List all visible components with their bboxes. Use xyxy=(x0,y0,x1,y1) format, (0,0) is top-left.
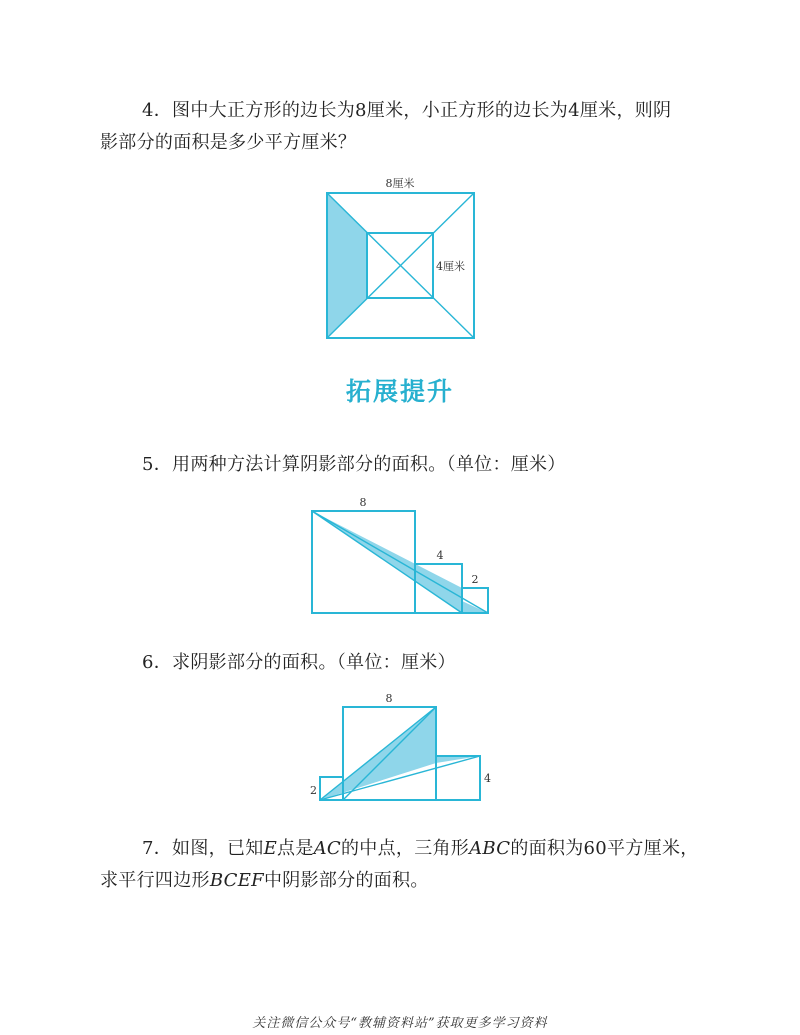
problem-7-text-line2 xyxy=(100,866,429,896)
problem-7-text-line1 xyxy=(142,834,699,864)
problem-6-text: 6．求阴影部分的面积。（单位：厘米） xyxy=(142,652,456,673)
p7-seg: 7．如图，已知 xyxy=(142,838,264,859)
label-8: 8 xyxy=(359,496,367,509)
label-8: 8 xyxy=(385,692,393,705)
label-4: 4 xyxy=(436,549,444,562)
figure-4-shaded-trapezoid xyxy=(327,193,367,338)
p7-seg: 的面积为60平方厘米， xyxy=(510,838,699,859)
section-title: 拓展提升 xyxy=(345,377,454,406)
problem-4-text-line2: 影部分的面积是多少平方厘米？ xyxy=(100,132,357,153)
p7-var-AC: AC xyxy=(313,838,341,859)
p7-seg: 求平行四边形 xyxy=(100,870,210,891)
label-2: 2 xyxy=(310,784,317,797)
problem-5-text: 5．用两种方法计算阴影部分的面积。（单位：厘米） xyxy=(142,454,566,475)
p7-seg: 点是 xyxy=(277,838,314,859)
p7-var-ABC: ABC xyxy=(469,838,511,859)
figure-6-squares xyxy=(300,690,500,805)
label-4: 4 xyxy=(484,772,491,785)
label-2: 2 xyxy=(471,573,479,586)
p7-var-E: E xyxy=(263,838,278,859)
p7-seg: 中阴影部分的面积。 xyxy=(263,870,429,891)
figure-4-squares xyxy=(310,172,490,344)
label-8cm: 8厘米 xyxy=(385,177,415,190)
figure-5-squares xyxy=(300,492,500,617)
p7-seg: 的中点，三角形 xyxy=(341,838,470,859)
problem-4-text-line1: 4．图中大正方形的边长为8厘米，小正方形的边长为4厘米，则阴 xyxy=(142,100,672,121)
footer-watermark: 关注微信公众号“教辅资料站”获取更多学习资料 xyxy=(252,1016,548,1031)
label-4cm: 4厘米 xyxy=(436,260,465,273)
p7-var-BCEF: BCEF xyxy=(209,870,264,891)
